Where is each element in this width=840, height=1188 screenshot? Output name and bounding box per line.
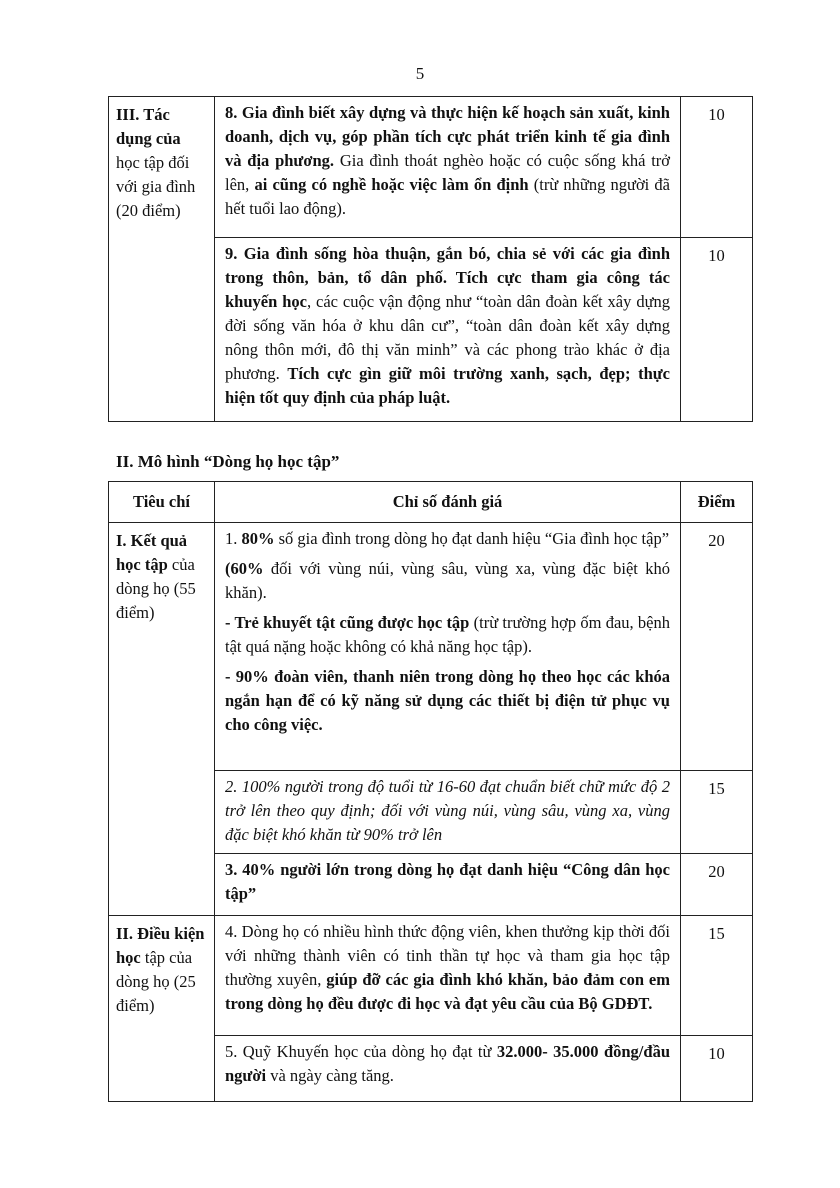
indicator-text: , các cuộc vận động như “toàn dân đoàn kết xây dựng đời sống văn hóa ở khu dân cư”, “toàn dân đoàn kết xây dựng nông thôn mới, đô thị văn minh” và các phong trào khác ở địa phương. (225, 292, 671, 383)
score-cell: 10 (681, 1036, 753, 1102)
indicator-text: Gia đình thoát nghèo hoặc có cuộc sống khá trở lên, (225, 151, 671, 194)
indicator-text: giúp đỡ các gia đình khó khăn, bảo đảm con em trong dòng họ đều được đi học và đạt yêu cầu của Bộ GDĐT. (225, 970, 670, 1013)
criterion-detail: của dòng họ (55 điểm) (116, 555, 196, 622)
criterion-detail: tập của dòng họ (25 điểm) (116, 948, 196, 1015)
indicator-text: 80% (241, 529, 275, 548)
header-score: Điểm (681, 482, 753, 523)
indicator-text: 9. Gia đình sống hòa thuận, gắn bó, chia sẻ với các gia đình trong thôn, bản, tổ dân phố. Tích cực tham gia công tác khuyến học (225, 244, 670, 311)
section-heading: II. Mô hình “Dòng họ học tập” (116, 452, 340, 471)
indicator-paragraph (225, 1040, 670, 1088)
criterion-cell (109, 523, 215, 916)
header-criterion: Tiêu chí (109, 482, 215, 523)
indicator-cell (215, 97, 681, 238)
indicator-text: 5. Quỹ Khuyến học của dòng họ đạt từ (225, 1042, 497, 1061)
table-row (109, 523, 753, 771)
indicator-cell (215, 238, 681, 422)
indicator-text: (trừ những người đã hết tuổi lao động). (225, 175, 670, 218)
score-cell: 10 (681, 238, 753, 422)
indicator-text: số gia đình trong dòng họ đạt danh hiệu “Gia đình học tập” (274, 529, 670, 548)
score-cell: 10 (681, 97, 753, 238)
score-cell: 20 (681, 854, 753, 916)
criterion-cell (109, 97, 215, 422)
table-row (109, 916, 753, 1036)
criterion-cell (109, 916, 215, 1102)
indicator-text: (60% (225, 559, 264, 578)
indicator-cell (215, 523, 681, 771)
indicator-text: - Trẻ khuyết tật cũng được học tập (225, 613, 470, 632)
indicator-paragraph (225, 557, 670, 605)
score-cell: 20 (681, 523, 753, 771)
criterion-title: II. Điều kiện học (116, 924, 205, 967)
indicator-text: (trừ trường hợp ốm đau, bệnh tật quá nặng hoặc không có khả năng học tập). (225, 613, 670, 656)
table-learning-family-clan (108, 481, 753, 1102)
indicator-cell (215, 1036, 681, 1102)
indicator-text: 2. 100% người trong độ tuổi từ 16-60 đạt chuẩn biết chữ mức độ 2 trở lên theo quy định; đối với vùng núi, vùng sâu, vùng xa, vùng đặc biệt khó khăn từ 90% trở lên (225, 777, 670, 844)
indicator-text: ai cũng có nghề hoặc việc làm ổn định (254, 175, 529, 194)
criterion-title: III. Tác dụng của (116, 105, 181, 148)
criterion-detail: học tập đối với gia đình (20 điểm) (116, 153, 196, 220)
indicator-text: 8. Gia đình biết xây dựng và thực hiện kế hoạch sản xuất, kinh doanh, dịch vụ, góp phần tích cực phát triển kinh tế gia đình và địa phương. (225, 103, 670, 170)
indicator-text: 4. Dòng họ có nhiều hình thức động viên, khen thưởng kịp thời đối với những thành viên có tinh thần tự học và tham gia học tập thường xuyên, (225, 922, 670, 989)
indicator-cell (215, 771, 681, 854)
indicator-paragraph (225, 858, 670, 906)
indicator-text: và ngày càng tăng. (266, 1066, 394, 1085)
indicator-text: 1. (225, 529, 242, 548)
page-number: 5 (415, 64, 425, 83)
indicator-text: Tích cực gìn giữ môi trường xanh, sạch, đẹp; thực hiện tốt quy định của pháp luật. (225, 364, 670, 407)
indicator-text: 3. 40% người lớn trong dòng họ đạt danh hiệu “Công dân học tập” (225, 860, 670, 903)
indicator-text: - 90% đoàn viên, thanh niên trong dòng họ theo học các khóa ngắn hạn để có kỹ năng sử dụng các thiết bị điện tử phục vụ cho công việc. (225, 667, 670, 734)
indicator-paragraph (225, 527, 670, 551)
indicator-text: 32.000- 35.000 đồng/đầu người (225, 1042, 670, 1085)
table-row (109, 97, 753, 238)
score-cell: 15 (681, 916, 753, 1036)
table-family-learning-impact (108, 96, 753, 422)
indicator-cell (215, 854, 681, 916)
indicator-cell (215, 916, 681, 1036)
score-cell: 15 (681, 771, 753, 854)
indicator-paragraph (225, 665, 670, 737)
header-indicator: Chỉ số đánh giá (215, 482, 681, 523)
table-header-row (109, 482, 753, 523)
indicator-paragraph (225, 920, 670, 1016)
indicator-text: đối với vùng núi, vùng sâu, vùng xa, vùng đặc biệt khó khăn). (225, 559, 670, 602)
indicator-paragraph (225, 611, 670, 659)
criterion-title: I. Kết quả học tập (116, 531, 188, 574)
indicator-paragraph (225, 775, 670, 847)
